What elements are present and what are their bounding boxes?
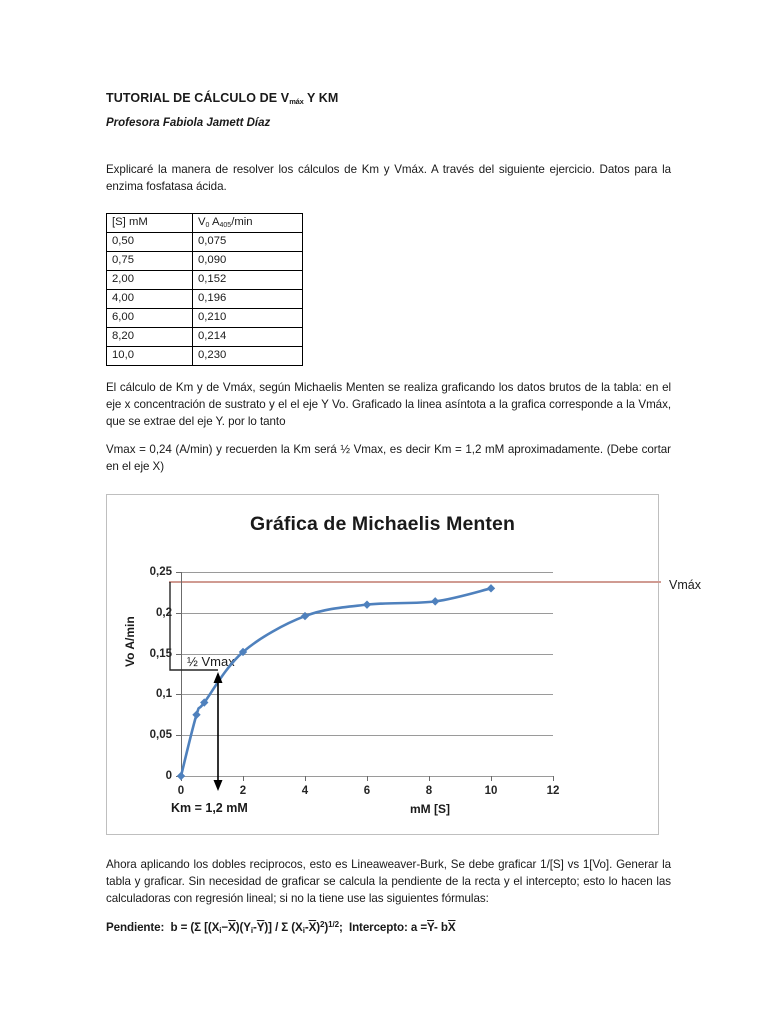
cell-velocity: 0,075: [193, 232, 303, 251]
table-row: [107, 308, 303, 327]
page-title-subscript: máx: [289, 97, 304, 106]
header-v-sub: 0: [205, 221, 210, 229]
header-a-sub: 405: [219, 221, 232, 229]
formula-line: Pendiente: b = (Σ $[(X_i-\overline{X})(Y_i-\overline{Y})] / \Sigma$ $(X_i-\overline{X})^2)^{1/2}$; Intercepto: $a =\overline{Y}-$ $b\overline{X}$: [106, 920, 456, 936]
cell-velocity: 0,230: [193, 346, 303, 365]
table-row: [107, 327, 303, 346]
page-title-main: TUTORIAL DE CÁLCULO DE V: [106, 91, 290, 105]
km-annotation-label: Km = 1,2 mM: [171, 800, 248, 815]
data-point-marker: [431, 597, 439, 605]
y-tick-label: 0,1: [156, 688, 172, 701]
y-tick-label: 0,2: [156, 606, 172, 619]
x-tick-label: 12: [546, 784, 560, 797]
cell-velocity: 0,214: [193, 327, 303, 346]
data-point-marker: [363, 600, 371, 608]
y-tick-label: 0,05: [149, 729, 172, 742]
table-row: [107, 289, 303, 308]
cell-velocity: 0,152: [193, 270, 303, 289]
table-row: [107, 270, 303, 289]
header-v: V: [198, 215, 206, 228]
x-tick: [367, 776, 368, 781]
header-a: A: [209, 215, 220, 228]
x-tick: [305, 776, 306, 781]
table-body: [107, 232, 303, 365]
table-header-substrate: [S] mM: [107, 213, 193, 232]
lineweaver-paragraph: Ahora aplicando los dobles reciprocos, esto es Lineaweaver-Burk, Se debe graficar 1/[S] vs 1[Vo]. Generar la tabla y graficar. Sin necesidad de graficar se calcula la pendiente de la recta y el intercepto; esto lo hacen las calculadoras con regresión lineal; si no la tiene use las siguientes fórmulas:: [106, 857, 671, 905]
x-tick-label: 0: [177, 784, 185, 797]
y-tick-label: 0,25: [149, 565, 172, 578]
x-tick: [491, 776, 492, 781]
cell-substrate: 4,00: [107, 289, 193, 308]
data-point-marker: [487, 584, 495, 592]
michaelis-menten-chart: [106, 494, 701, 835]
intro-paragraph: Explicaré la manera de resolver los cálculos de Km y Vmáx. A través del siguiente ejercicio. Datos para la enzima fosfatasa ácida.: [106, 163, 671, 194]
vmax-paragraph: Vmax = 0,24 (A/min) y recuerden la Km será ½ Vmax, es decir Km = 1,2 mM aproximadamente. (Debe cortar en el eje X): [106, 443, 671, 474]
cell-substrate: 2,00: [107, 270, 193, 289]
x-tick: [429, 776, 430, 781]
cell-substrate: 6,00: [107, 308, 193, 327]
formula-intercept-label: Intercepto:: [348, 921, 408, 935]
data-point-marker: [301, 612, 309, 620]
cell-velocity: 0,196: [193, 289, 303, 308]
kinetics-data-table: [106, 213, 303, 366]
chart-x-axis-title: mM [S]: [410, 801, 450, 816]
cell-substrate: 0,75: [107, 251, 193, 270]
cell-substrate: 8,20: [107, 327, 193, 346]
table-row: [107, 251, 303, 270]
formula-slope-label: Pendiente:: [106, 921, 165, 935]
document-content: [106, 91, 701, 937]
data-point-marker: [177, 772, 185, 780]
vmax-reference-label: Vmáx: [669, 577, 701, 592]
method-paragraph: El cálculo de Km y de Vmáx, según Michaelis Menten se realiza graficando los datos brutos de la tabla: en el eje x concentración de sustrato y el el eje Y Vo. Graficado la linea asíntota a la grafica corresponde a la Vmáx, que se extrae del eje Y. por lo tanto: [106, 380, 671, 428]
cell-velocity: 0,090: [193, 251, 303, 270]
x-tick-label: 10: [484, 784, 498, 797]
header-tail: /min: [231, 215, 253, 228]
page-title-tail: Y KM: [303, 91, 339, 105]
y-tick-label: 0,15: [149, 647, 172, 660]
table-row: [107, 346, 303, 365]
x-tick-label: 4: [301, 784, 309, 797]
chart-y-axis-title: Vo A/min: [123, 616, 137, 667]
half-vmax-annotation-label: ½ Vmax: [187, 653, 235, 669]
y-tick-label: 0: [165, 769, 172, 782]
x-tick-label: 8: [425, 784, 433, 797]
x-tick-label: 6: [363, 784, 371, 797]
table-header-row: [107, 213, 303, 232]
cell-substrate: 0,50: [107, 232, 193, 251]
table-header-velocity: [193, 213, 303, 232]
x-tick-label: 2: [239, 784, 247, 797]
cell-velocity: 0,210: [193, 308, 303, 327]
chart-data-series: [181, 572, 553, 776]
page-title: [106, 92, 671, 106]
table-row: [107, 232, 303, 251]
x-tick: [243, 776, 244, 781]
cell-substrate: 10,0: [107, 346, 193, 365]
data-point-marker: [192, 711, 200, 719]
chart-title: Gráfica de Michaelis Menten: [250, 512, 515, 535]
x-tick: [553, 776, 554, 781]
chart-plot-area: [149, 565, 560, 797]
author-line: Profesora Fabiola Jamett Díaz: [106, 116, 271, 129]
